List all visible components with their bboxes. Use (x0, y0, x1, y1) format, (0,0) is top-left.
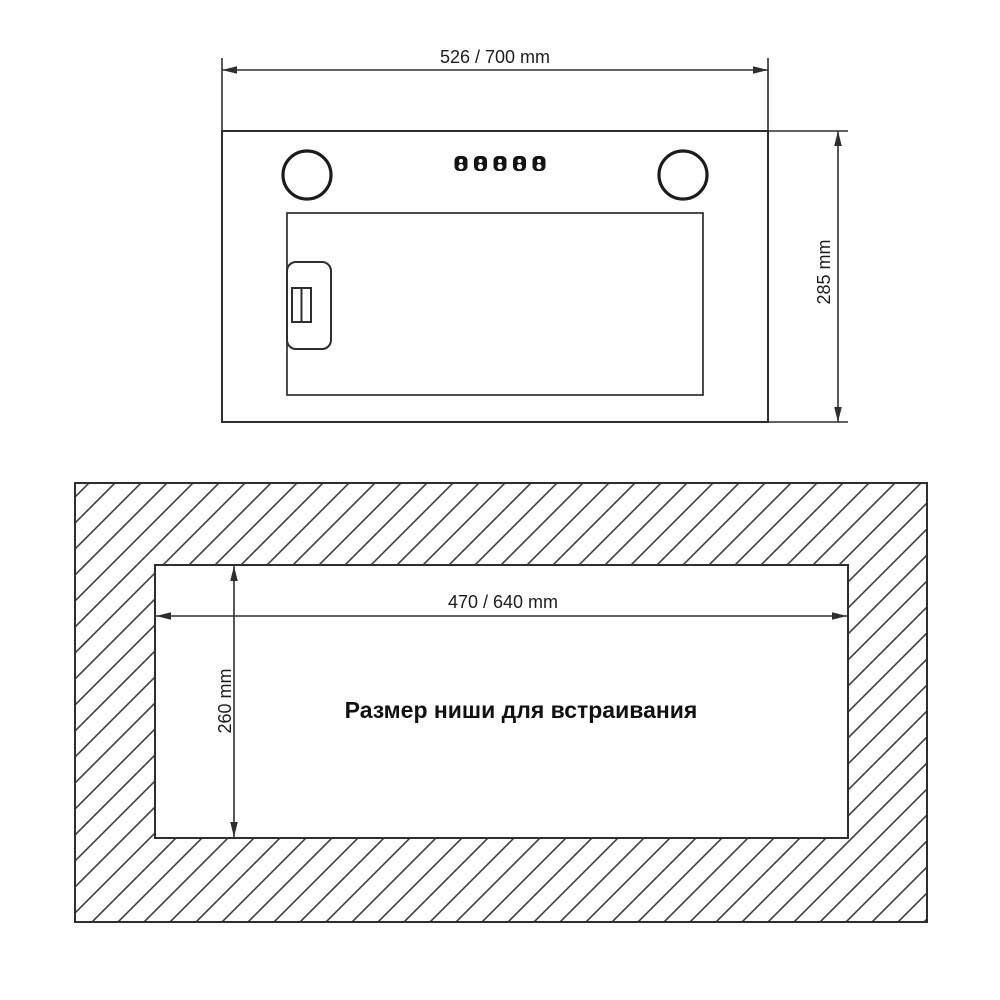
button-icon (494, 156, 507, 171)
right-lamp-icon (659, 151, 707, 199)
hood-width-dimension (222, 58, 768, 131)
button-icon (474, 156, 487, 171)
arrow-up-icon (834, 131, 842, 146)
arrow-down-icon (834, 407, 842, 422)
filter-latch-icon (287, 262, 331, 349)
hood-filter-panel (287, 213, 703, 395)
hood-front-view (222, 58, 848, 422)
button-icon (533, 156, 546, 171)
arrow-left-icon (222, 66, 237, 74)
left-lamp-icon (283, 151, 331, 199)
hood-height-dimension (768, 131, 848, 422)
hood-height-label: 285 mm (814, 239, 834, 305)
button-icon (455, 156, 468, 171)
niche-caption: Размер ниши для встраивания (344, 697, 698, 723)
hood-width-label: 526 / 700 mm (439, 47, 551, 67)
niche-width-label: 470 / 640 mm (447, 592, 559, 612)
arrow-right-icon (753, 66, 768, 74)
button-icon (513, 156, 526, 171)
niche-height-label: 260 mm (215, 668, 235, 734)
